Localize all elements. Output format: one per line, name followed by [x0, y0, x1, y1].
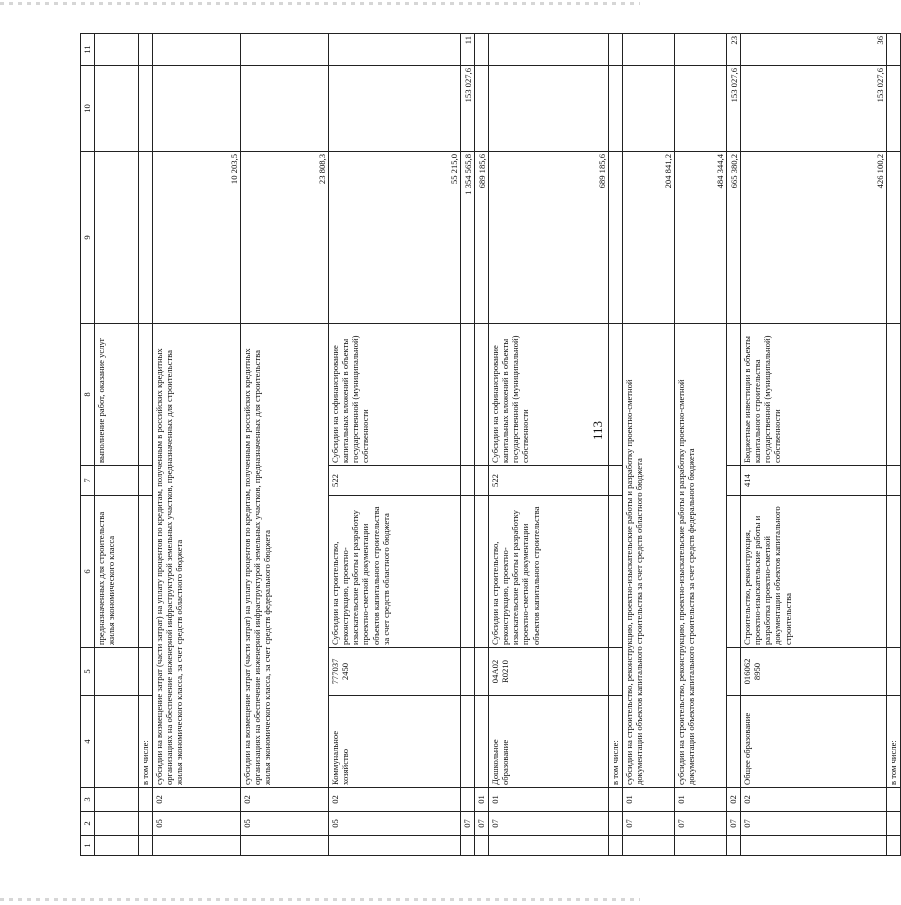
- cell-col1: [153, 836, 241, 856]
- cell-amount: 1 354 565,8: [461, 152, 475, 324]
- cell-target-code: [95, 648, 139, 696]
- cell-section: [95, 812, 139, 836]
- cell-target-code: 04А02 R0210: [489, 648, 609, 696]
- cell-col11: 11: [461, 34, 475, 66]
- cell-amount: [95, 152, 139, 324]
- cell-expense-type: 522: [489, 466, 609, 496]
- cell-col11: 36: [741, 34, 887, 66]
- cell-subsection: 01: [489, 788, 609, 812]
- cell-amount: 484 344,4: [675, 152, 727, 324]
- cell-amount: [609, 152, 623, 324]
- cell-expense-type: 414: [741, 466, 887, 496]
- cell-target-code: 016062 8950: [741, 648, 887, 696]
- cell-col11: [139, 34, 153, 66]
- cell-expense-name: предназначенных для строительства жилья экономического класса: [95, 496, 139, 648]
- cell-amount: 23 808,3: [241, 152, 329, 324]
- cell-target-code: [887, 648, 901, 696]
- cell-amount-col10: 153 027,6: [461, 66, 475, 152]
- cell-section: [139, 812, 153, 836]
- cell-amount: 426 100,2: [741, 152, 887, 324]
- cell-expense-type-name: [461, 324, 475, 466]
- cell-subsection: 01: [675, 788, 727, 812]
- cell-amount: [139, 152, 153, 324]
- cell-expense-type-name: [887, 324, 901, 466]
- cell-expense-type: [609, 466, 623, 496]
- cell-expense-name: [887, 496, 901, 648]
- cell-sector: [95, 696, 139, 788]
- cell-section: 05: [153, 812, 241, 836]
- cell-col11: 23: [727, 34, 741, 66]
- cell-col1: [241, 836, 329, 856]
- cell-col11: [475, 34, 489, 66]
- cell-amount: 55 215,0: [329, 152, 461, 324]
- cell-col1: [329, 836, 461, 856]
- cell-col1: [609, 836, 623, 856]
- table-row: [623, 34, 675, 856]
- table-row: [139, 34, 153, 856]
- cell-expense-name: [461, 496, 475, 648]
- table-row: [887, 34, 901, 856]
- column-header-9: 9: [81, 152, 95, 324]
- cell-expense-name: [727, 496, 741, 648]
- page-number: 113: [590, 420, 605, 440]
- cell-amount-col10: [609, 66, 623, 152]
- cell-expense-type-name: Бюджетные инвестиции в объекты капитального строительства государственной (муниципальной) собственности: [741, 324, 887, 466]
- cell-sector: Коммунальное хозяйство: [329, 696, 461, 788]
- cell-amount: 665 380,2: [727, 152, 741, 324]
- cell-col1: [675, 836, 727, 856]
- cell-expense-type: [461, 466, 475, 496]
- header-row: [81, 34, 95, 856]
- cell-sector: Дошкольное образование: [489, 696, 609, 788]
- cell-expense-type: [727, 466, 741, 496]
- cell-col11: [241, 34, 329, 66]
- cell-target-code: [475, 648, 489, 696]
- cell-amount-col10: [887, 66, 901, 152]
- cell-col11: [95, 34, 139, 66]
- column-header-10: 10: [81, 66, 95, 152]
- cell-subsidy-description: субсидии на возмещение затрат (части затрат) на уплату процентов по кредитам, полученным в российских кредитных организациях на обеспечение инженерной инфраструктурой земельных участков, предназначенных для строительства жилья экономического класса, за счет средств областного бюджета: [153, 324, 241, 788]
- cell-section: [887, 812, 901, 836]
- table-row: [741, 34, 887, 856]
- cell-expense-name: Строительство, реконструкция, проектно-изыскательские работы и разработка проектно-сметной документации объектов капитального строительства: [741, 496, 887, 648]
- column-header-3: 3: [81, 788, 95, 812]
- column-header-7: 7: [81, 466, 95, 496]
- table-row: [153, 34, 241, 856]
- cell-expense-name: [609, 496, 623, 648]
- cell-col1: [139, 836, 153, 856]
- cell-col1: [887, 836, 901, 856]
- cell-subsection: 01: [623, 788, 675, 812]
- cell-col1: [95, 836, 139, 856]
- cell-amount-col10: [241, 66, 329, 152]
- cell-subsection: 02: [741, 788, 887, 812]
- table-row: [675, 34, 727, 856]
- cell-subsection: 01: [475, 788, 489, 812]
- cell-subsidy-description: субсидии на строительство, реконструкцию, проектно-изыскательские работы и разработку проектно-сметной документации объектов капитального строительства за счет средств федерального бюджета: [675, 324, 727, 788]
- table-row: [95, 34, 139, 856]
- cell-col1: [741, 836, 887, 856]
- cell-col11: [675, 34, 727, 66]
- cell-section: 07: [489, 812, 609, 836]
- table-row: [241, 34, 329, 856]
- cell-section: 07: [741, 812, 887, 836]
- cell-amount-col10: [675, 66, 727, 152]
- cell-target-code: [609, 648, 623, 696]
- cell-section: 05: [241, 812, 329, 836]
- column-header-5: 5: [81, 648, 95, 696]
- cell-subsection: [609, 788, 623, 812]
- cell-sector: [461, 696, 475, 788]
- cell-section: 07: [675, 812, 727, 836]
- cell-expense-type: [139, 466, 153, 496]
- cell-sector: в том числе:: [139, 696, 153, 788]
- cell-col1: [475, 836, 489, 856]
- cell-col11: [329, 34, 461, 66]
- cell-expense-type-name: [609, 324, 623, 466]
- cell-amount: 10 203,5: [153, 152, 241, 324]
- cell-subsection: 02: [727, 788, 741, 812]
- cell-col1: [461, 836, 475, 856]
- column-header-4: 4: [81, 696, 95, 788]
- cell-subsection: 02: [329, 788, 461, 812]
- column-header-11: 11: [81, 34, 95, 66]
- cell-expense-type-name: Субсидии на софинансирование капитальных вложений в объекты государственной (муниципальной) собственности: [329, 324, 461, 466]
- cell-col1: [623, 836, 675, 856]
- cell-amount-col10: [139, 66, 153, 152]
- cell-subsection: 02: [241, 788, 329, 812]
- cell-section: 07: [461, 812, 475, 836]
- cell-amount-col10: [623, 66, 675, 152]
- cell-amount-col10: [329, 66, 461, 152]
- cell-expense-type-name: [727, 324, 741, 466]
- cell-expense-name: [475, 496, 489, 648]
- cell-sector: Общее образование: [741, 696, 887, 788]
- cell-expense-type: 522: [329, 466, 461, 496]
- cell-amount-col10: [489, 66, 609, 152]
- budget-table: [80, 33, 901, 856]
- cell-target-code: [461, 648, 475, 696]
- cell-col11: [153, 34, 241, 66]
- cell-col11: [887, 34, 901, 66]
- column-header-8: 8: [81, 324, 95, 466]
- table-row: [461, 34, 475, 856]
- cell-subsection: [139, 788, 153, 812]
- cell-target-code: [727, 648, 741, 696]
- scan-edge-top: [0, 2, 640, 5]
- cell-amount: 689 185,6: [475, 152, 489, 324]
- cell-expense-type-name: Субсидии на софинансирование капитальных вложений в объекты государственной (муниципальной) собственности: [489, 324, 609, 466]
- cell-expense-type: [95, 466, 139, 496]
- cell-target-code: 777037 2450: [329, 648, 461, 696]
- cell-expense-type-name: [139, 324, 153, 466]
- cell-section: 07: [623, 812, 675, 836]
- scan-edge-bottom: [0, 898, 640, 901]
- cell-subsidy-description: субсидии на возмещение затрат (части затрат) на уплату процентов по кредитам, полученным в российских кредитных организациях на обеспечение инженерной инфраструктурой земельных участков, предназначенных для строительства жилья экономического класса, за счет средств федерального бюджета: [241, 324, 329, 788]
- table-row: [489, 34, 609, 856]
- cell-section: [609, 812, 623, 836]
- cell-expense-type-name: выполнение работ, оказание услуг: [95, 324, 139, 466]
- cell-expense-type-name: [475, 324, 489, 466]
- cell-subsection: [887, 788, 901, 812]
- cell-sector: в том числе:: [887, 696, 901, 788]
- cell-expense-type: [887, 466, 901, 496]
- column-header-1: 1: [81, 836, 95, 856]
- cell-expense-name: Субсидии на строительство, реконструкцию, проектно-изыскательские работы и разработку проектно-сметной документации объектов капитального строительства за счет средств областного бюджета: [329, 496, 461, 648]
- table-body: [81, 34, 901, 856]
- column-header-2: 2: [81, 812, 95, 836]
- cell-section: 07: [475, 812, 489, 836]
- cell-expense-name: [139, 496, 153, 648]
- cell-expense-name: Субсидии на строительство, реконструкцию, проектно-изыскательские работы и разработку проектно-сметной документации объектов капитального строительства: [489, 496, 609, 648]
- table-row: [329, 34, 461, 856]
- table-row: [475, 34, 489, 856]
- cell-sector: в том числе:: [609, 696, 623, 788]
- cell-col1: [727, 836, 741, 856]
- cell-target-code: [139, 648, 153, 696]
- cell-col11: [489, 34, 609, 66]
- cell-amount-col10: [153, 66, 241, 152]
- cell-subsection: 02: [153, 788, 241, 812]
- cell-section: 05: [329, 812, 461, 836]
- cell-sector: [727, 696, 741, 788]
- cell-amount: [887, 152, 901, 324]
- cell-subsection: [95, 788, 139, 812]
- table-row: [727, 34, 741, 856]
- cell-subsection: [461, 788, 475, 812]
- cell-col11: [609, 34, 623, 66]
- cell-amount: 689 185,6: [489, 152, 609, 324]
- cell-section: 07: [727, 812, 741, 836]
- cell-amount-col10: 153 027,6: [741, 66, 887, 152]
- cell-col11: [623, 34, 675, 66]
- cell-amount-col10: [95, 66, 139, 152]
- cell-amount: 204 841,2: [623, 152, 675, 324]
- cell-amount-col10: [475, 66, 489, 152]
- cell-sector: [475, 696, 489, 788]
- cell-col1: [489, 836, 609, 856]
- cell-expense-type: [475, 466, 489, 496]
- table-row: [609, 34, 623, 856]
- cell-amount-col10: 153 027,6: [727, 66, 741, 152]
- column-header-6: 6: [81, 496, 95, 648]
- cell-subsidy-description: субсидии на строительство, реконструкцию, проектно-изыскательские работы и разработку проектно-сметной документации объектов капитального строительства за счет средств областного бюджета: [623, 324, 675, 788]
